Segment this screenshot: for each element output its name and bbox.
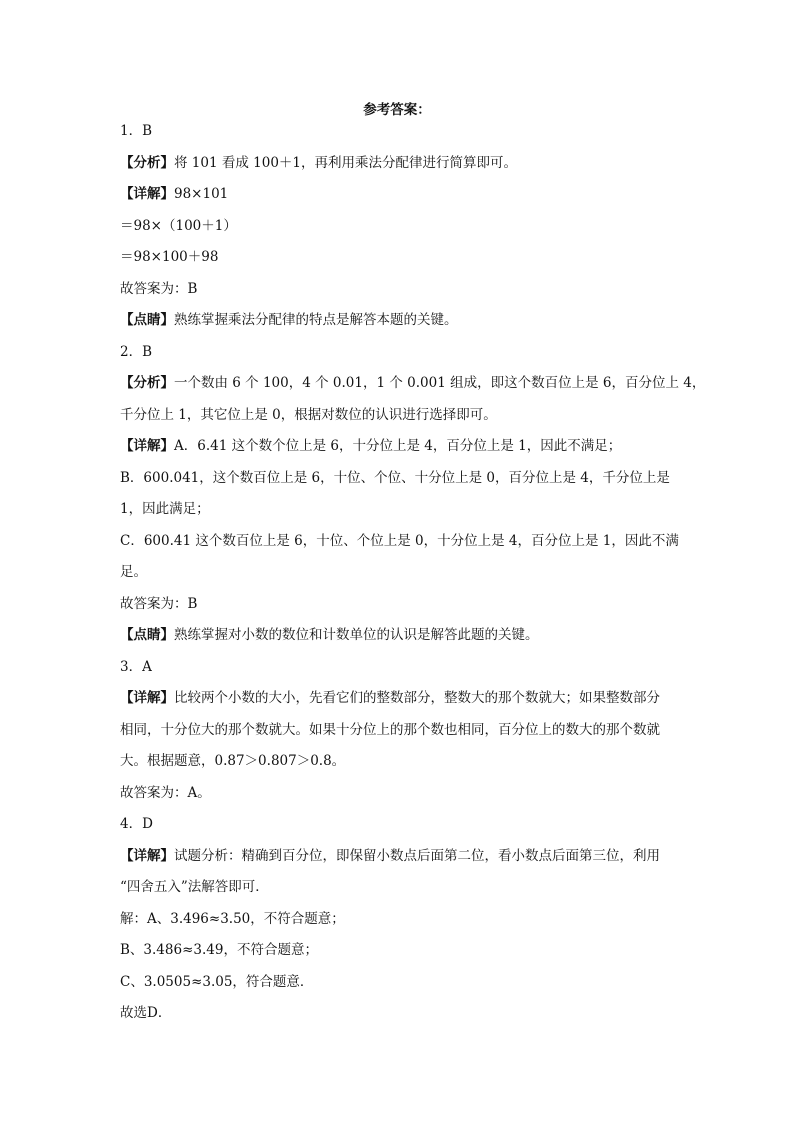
section-label: 【点睛】 [120, 627, 174, 643]
line-text: 3．A [120, 659, 152, 675]
text-line [120, 216, 237, 236]
line-text: 比较两个小数的大小，先看它们的整数部分，整数大的那个数就大；如果整数部分 [174, 690, 660, 706]
text-line [120, 751, 345, 771]
text-line [120, 436, 621, 456]
text-line [120, 184, 228, 204]
section-label: 【详解】 [120, 690, 174, 706]
text-line [120, 814, 153, 834]
line-text: 1．B [120, 123, 153, 139]
section-label: 【详解】 [120, 848, 174, 864]
line-text: 将 101 看成 100＋1，再利用乘法分配律进行简算即可。 [174, 155, 517, 171]
line-text: “四舍五入”法解答即可． [120, 879, 269, 895]
text-line [120, 468, 670, 488]
line-text: 一个数由 6 个 100，4 个 0.01，1 个 0.001 组成，即这个数百位上是 6，百分位上 4， [174, 375, 706, 391]
line-text: 1，因此满足； [120, 501, 210, 517]
text-line [120, 405, 497, 425]
text-line [120, 940, 318, 960]
text-line [120, 688, 660, 708]
line-text: 故答案为：A。 [120, 785, 211, 801]
line-text: C、3.0505≈3.05，符合题意． [120, 974, 314, 990]
section-label: 【详解】 [120, 438, 174, 454]
text-line [120, 657, 152, 677]
text-line [120, 373, 705, 393]
line-text: 相同，十分位大的那个数就大。如果十分位上的那个数也相同，百分位上的数大的那个数就 [120, 722, 660, 738]
line-text: A．6.41 这个数个位上是 6，十分位上是 4，百分位上是 1，因此不满足； [174, 438, 622, 454]
line-text: 98×101 [174, 186, 229, 202]
text-line [120, 310, 458, 330]
text-line [120, 783, 211, 803]
text-line [120, 877, 269, 897]
line-text: 故选D． [120, 1005, 172, 1021]
line-text: C．600.41 这个数百位上是 6，十位、个位上是 0，十分位上是 4，百分位上是 1，因此不满 [120, 533, 679, 549]
text-line [120, 499, 210, 519]
line-text: 熟练掌握乘法分配律的特点是解答本题的关键。 [174, 312, 458, 328]
text-line [120, 531, 679, 551]
text-line [120, 1003, 171, 1023]
text-line [120, 972, 313, 992]
line-text: 试题分析：精确到百分位，即保留小数点后面第二位，看小数点后面第三位，利用 [174, 848, 660, 864]
line-text: ＝98×（100＋1） [120, 218, 237, 234]
text-line [120, 153, 517, 173]
section-label: 【分析】 [120, 375, 174, 391]
text-line [120, 121, 152, 141]
text-line [120, 909, 345, 929]
text-line [120, 720, 660, 740]
line-text: 解：A、3.496≈3.50，不符合题意； [120, 911, 345, 927]
text-line [120, 846, 660, 866]
line-text: B．600.041，这个数百位上是 6，十位、个位、十分位上是 0，百分位上是 4，千分位上是 [120, 470, 670, 486]
line-text: 2．B [120, 344, 153, 360]
text-line [120, 562, 147, 582]
text-line [120, 594, 197, 614]
line-text: 故答案为：B [120, 281, 198, 297]
text-line [120, 625, 539, 645]
section-label: 【分析】 [120, 155, 174, 171]
section-label: 【点睛】 [120, 312, 174, 328]
line-text: 千分位上 1，其它位上是 0，根据对数位的认识进行选择即可。 [120, 407, 497, 423]
line-text: 4．D [120, 816, 153, 832]
section-label: 【详解】 [120, 186, 174, 202]
line-text: 熟练掌握对小数的数位和计数单位的认识是解答此题的关键。 [174, 627, 539, 643]
text-line [120, 279, 197, 299]
line-text: B、3.486≈3.49，不符合题意； [120, 942, 318, 958]
line-text: 故答案为：B [120, 596, 198, 612]
line-text: ＝98×100＋98 [120, 249, 219, 265]
line-text: 足。 [120, 564, 147, 580]
text-line [120, 342, 152, 362]
text-line [120, 247, 218, 267]
page-title: 参考答案： [363, 102, 431, 118]
line-text: 大。根据题意，0.87＞0.807＞0.8。 [120, 753, 346, 769]
